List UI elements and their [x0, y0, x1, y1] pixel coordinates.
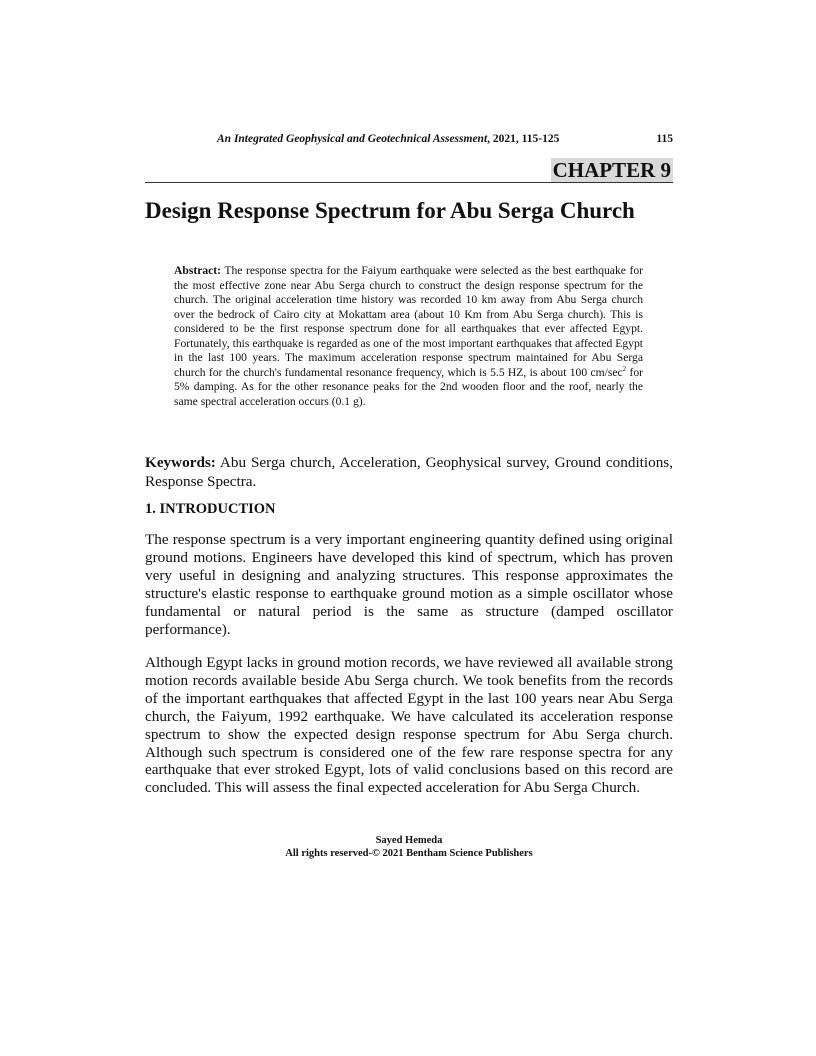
page-number: 115 — [656, 133, 673, 145]
chapter-title: Design Response Spectrum for Abu Serga Church — [145, 198, 635, 223]
journal-suffix: , 2021, 115-125 — [487, 133, 560, 145]
keywords — [145, 453, 673, 491]
chapter-label: CHAPTER 9 — [552, 158, 671, 182]
abstract — [174, 264, 643, 409]
abstract-text-continued: for 5% damping. As for the other resonance peaks for the 2nd wooden floor and the roof, nearly the same spectral acceleration occurs (0.1 g). — [174, 365, 643, 408]
footer-author: Sayed Hemeda — [375, 835, 443, 846]
body-paragraph: Although Egypt lacks in ground motion records, we have reviewed all available strong motion records available beside Abu Serga church. We took benefits from the records of the important earthquakes that affected Egypt in the last 100 years near Abu Serga church, the Faiyum, 1992 earthquake. We have calculated its acceleration response spectrum to show the expected design response spectrum for Abu Serga church. Although such spectrum is considered one of the few rare response spectra for any earthquake that ever stroked Egypt, lots of valid conclusions based on this record are concluded. This will assess the final expected acceleration for Abu Serga Church. — [145, 654, 673, 797]
keywords-label: Keywords: — [145, 454, 216, 471]
abstract-text: The response spectra for the Faiyum earthquake were selected as the best earthquake for the most effective zone near Abu Serga church to construct the design response spectrum for the church. The original acceleration time history was recorded 10 km away from Abu Serga church over the bedrock of Cairo city at Mokattam area (about 10 Km from Abu Serga church). This is considered to be the first response spectrum done for all earthquakes that ever affected Egypt. Fortunately, this earthquake is regarded as one of the most important earthquakes that affected Egypt in the last 100 years. The maximum acceleration response spectrum maintained for Abu Serga church for the church's fundamental resonance frequency, which is 5.5 HZ, is about 100 cm/sec — [174, 264, 643, 379]
keywords-text: Abu Serga church, Acceleration, Geophysical survey, Ground conditions, Response Spectra. — [145, 454, 673, 490]
body-paragraph: The response spectrum is a very important engineering quantity defined using original ground motions. Engineers have developed this kind of spectrum, which has proven very useful in designing and analyzing structures. This response approximates the structure's elastic response to earthquake ground motion as a simple oscillator whose fundamental or natural period is the same as structure (damped oscillator performance). — [145, 531, 673, 638]
abstract-superscript: 2 — [622, 364, 627, 373]
section-heading-introduction: 1. INTRODUCTION — [145, 501, 276, 517]
journal-title: An Integrated Geophysical and Geotechnical Assessment — [217, 133, 488, 145]
journal-citation — [217, 133, 559, 145]
chapter-divider — [145, 182, 673, 183]
abstract-label: Abstract: — [174, 264, 222, 277]
footer-copyright: All rights reserved-© 2021 Bentham Science Publishers — [285, 848, 533, 859]
